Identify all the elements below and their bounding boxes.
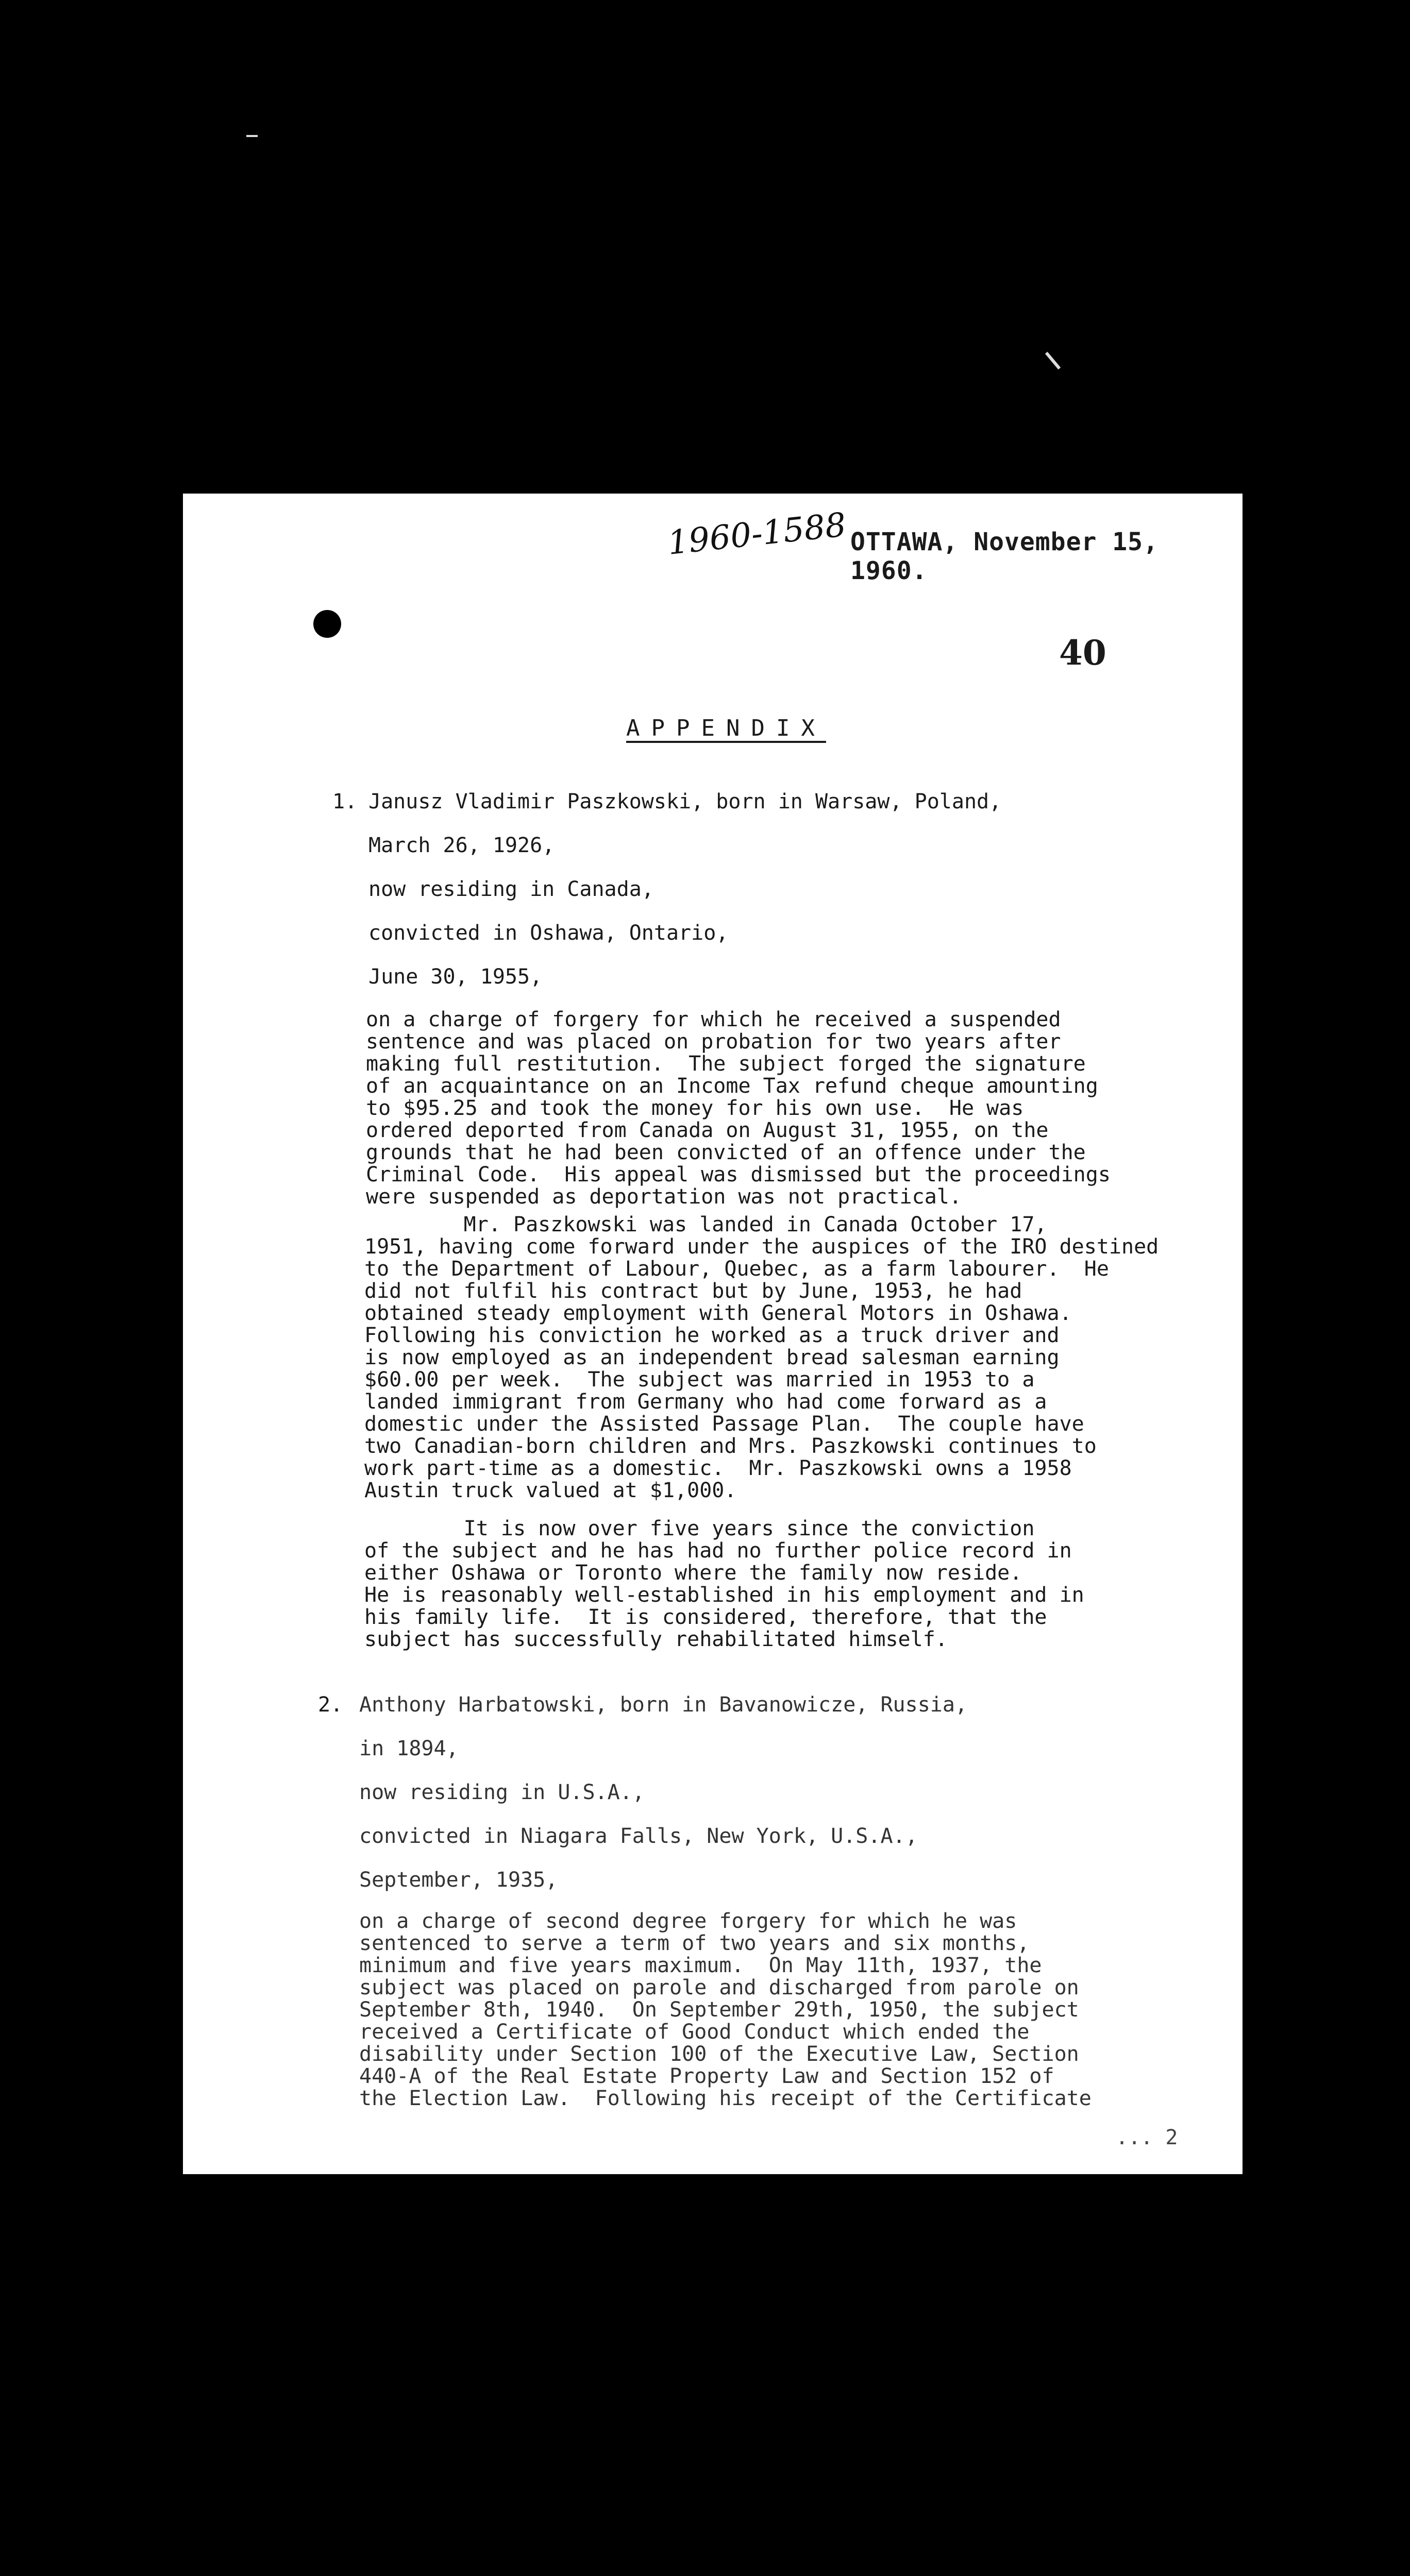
entry-1-birthdate: March 26, 1926, (368, 834, 555, 857)
punch-hole (313, 610, 341, 638)
entry-2-name-line: Anthony Harbatowski, born in Bavanowicze, Russia, (359, 1693, 968, 1717)
dateline: OTTAWA, November 15, 1960. (850, 528, 1159, 585)
appendix-title: APPENDIX (626, 715, 826, 741)
entry-2-number: 2. (318, 1693, 343, 1717)
entry-1-paragraph-2: Mr. Paszkowski was landed in Canada October 17, 1951, having come forward under the auspices of the IRO destined to the Department of Labour, Quebec, as a farm labourer. He did not fulfil his contract but by June, 1953, he had obtained steady employment with General Motors in Oshawa. Following his conviction he worked as a truck driver and is now employed as an independent bread salesman earning $60.00 per week. The subject was married in 1953 to a landed immigrant from Germany who had come forward as a domestic under the Assisted Passage Plan. The couple have two Canadian-born children and Mrs. Paszkowski continues to work part-time as a domestic. Mr. Paszkowski owns a 1958 Austin truck valued at $1,000. (364, 1213, 1159, 1502)
continuation-marker: ... 2 (1116, 2126, 1178, 2149)
entry-1-residence: now residing in Canada, (368, 877, 654, 901)
entry-2-conviction-date: September, 1935, (359, 1868, 558, 1892)
entry-1-number: 1. (332, 790, 358, 814)
document-page (183, 494, 1243, 2174)
scan-speck (246, 135, 258, 137)
entry-2-birth-year: in 1894, (359, 1737, 459, 1760)
scan-speck (1045, 352, 1061, 369)
handwritten-reference: 1960-1588 (666, 506, 848, 563)
entry-1-name-line: Janusz Vladimir Paszkowski, born in Warsaw, Poland, (368, 790, 1002, 814)
entry-2-residence: now residing in U.S.A., (359, 1781, 645, 1804)
entry-1-paragraph-1: on a charge of forgery for which he received a suspended sentence and was placed on probation for two years after making full restitution. The subject forged the signature of an acquaintance on an Income Tax refund cheque amounting to $95.25 and took the money for his own use. He was ordered deported from Canada on August 31, 1955, on the grounds that he had been convicted of an offence under the Criminal Code. His appeal was dismissed but the proceedings were suspended as deportation was not practical. (366, 1008, 1111, 1209)
entry-2-conviction-place: convicted in Niagara Falls, New York, U.S.A., (359, 1824, 918, 1848)
page-number: 40 (1059, 633, 1106, 673)
entry-1-conviction-date: June 30, 1955, (368, 965, 543, 989)
entry-1-conviction-place: convicted in Oshawa, Ontario, (368, 921, 729, 945)
entry-2-paragraph-1: on a charge of second degree forgery for which he was sentenced to serve a term of two years and six months, minimum and five years maximum. On May 11th, 1937, the subject was placed on parole and discharged from parole on September 8th, 1940. On September 29th, 1950, the subject received a Certificate of Good Conduct which ended the disability under Section 100 of the Executive Law, Section 440-A of the Real Estate Property Law and Section 152 of the Election Law. Following his receipt of the Certificate (359, 1909, 1092, 2110)
entry-1-paragraph-3: It is now over five years since the conviction of the subject and he has had no further police record in either Oshawa or Toronto where the family now reside. He is reasonably well-established in his employment and in his family life. It is considered, therefore, that the subject has successfully rehabilitated himself. (364, 1517, 1084, 1651)
